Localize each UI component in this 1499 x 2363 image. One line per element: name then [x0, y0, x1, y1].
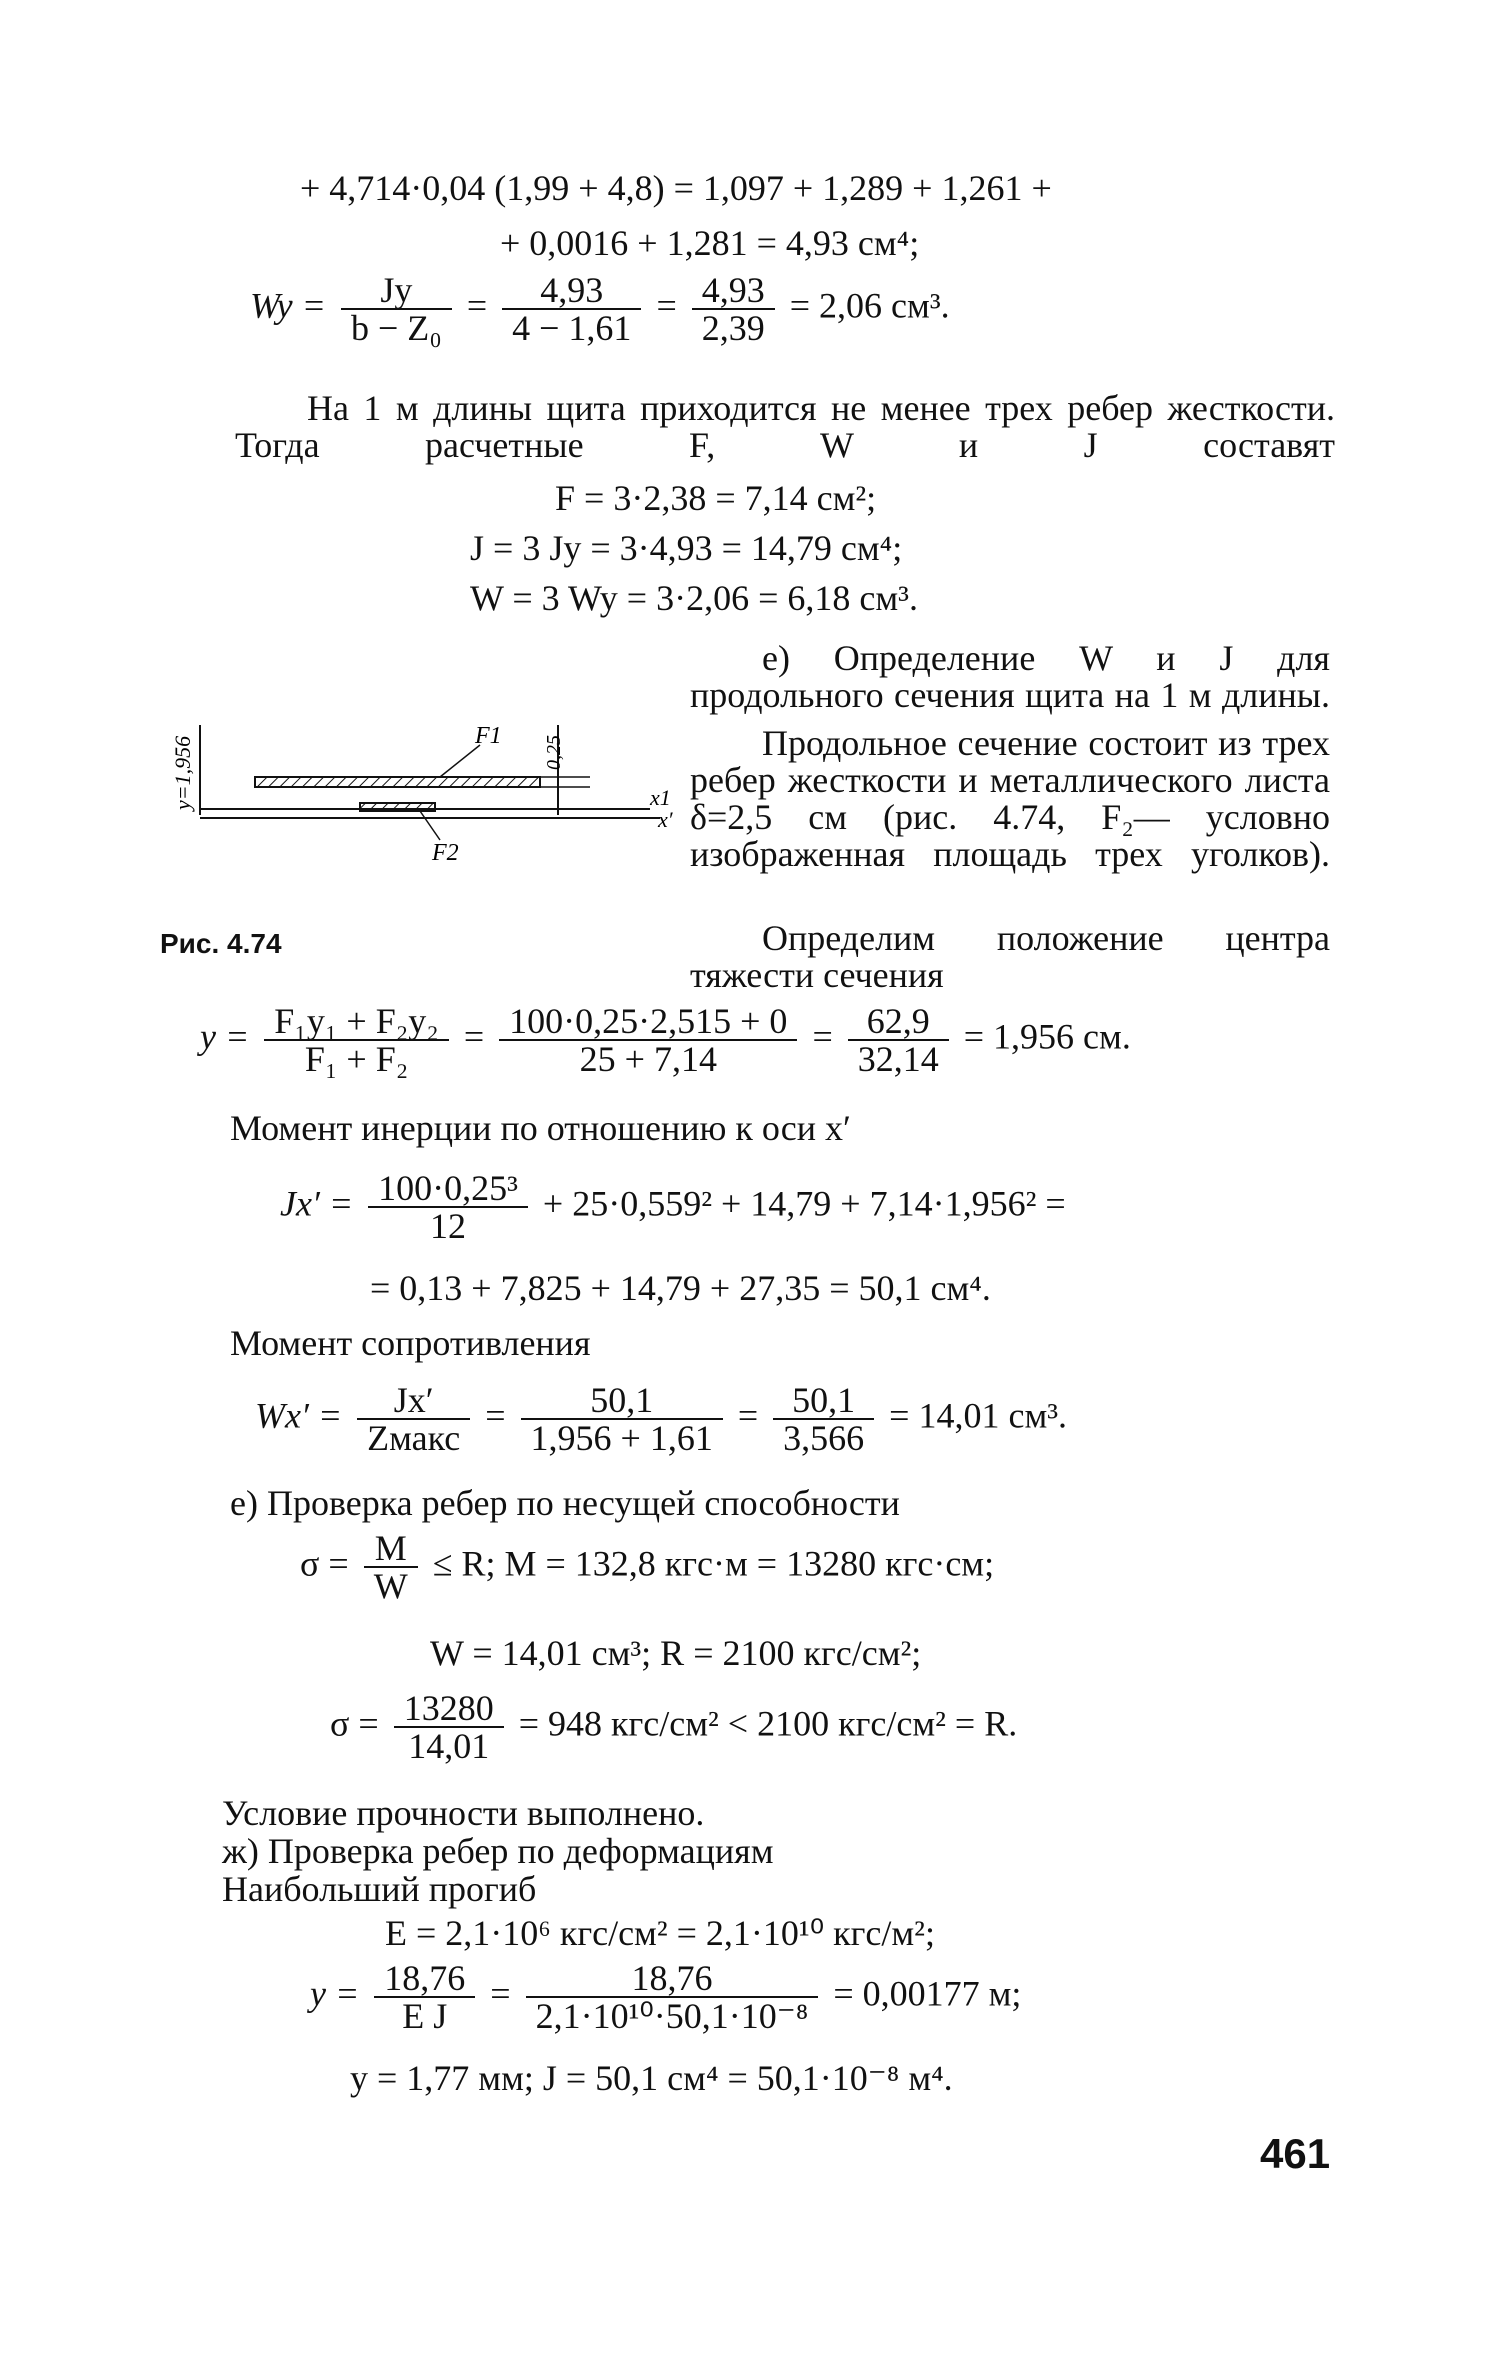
- equation-W: W = 3 Wy = 3·2,06 = 6,18 см³.: [470, 578, 918, 618]
- label-x1: x1: [650, 785, 671, 810]
- angles-F2: [360, 803, 435, 811]
- inertia-rest: + 25·0,559² + 14,79 + 7,14·1,956² =: [542, 1183, 1066, 1224]
- equation-line-1: + 4,714·0,04 (1,99 + 4,8) = 1,097 + 1,289 + 1,261 +: [300, 168, 1052, 208]
- stress-fraction: [394, 1690, 504, 1764]
- stress-lhs: σ =: [330, 1703, 379, 1744]
- centroid-lhs: y =: [200, 1016, 250, 1057]
- figure-caption: Рис. 4.74: [160, 928, 282, 959]
- elastic-modulus-line: E = 2,1·10⁶ кгс/см² = 2,1·10¹⁰ кгс/м²;: [385, 1913, 935, 1953]
- numerator: M: [374, 1528, 407, 1568]
- deflection-fraction-1: [374, 1960, 475, 2034]
- denominator: 2,1·10¹⁰·50,1·10⁻⁸: [526, 1996, 819, 2034]
- wy-fraction-3: [692, 272, 775, 346]
- denominator: 2,39: [692, 308, 775, 346]
- denominator: 12: [368, 1206, 528, 1244]
- denominator: 14,01: [394, 1726, 504, 1764]
- paragraph-centroid: Определим положение центра тяжести сечения: [690, 918, 1330, 995]
- strength-line-2: W = 14,01 см³; R = 2100 кгс/см²;: [430, 1633, 922, 1673]
- equation-F: F = 3·2,38 = 7,14 см²;: [555, 478, 877, 518]
- resistance-title: Момент сопротивления: [230, 1323, 591, 1363]
- wy-fraction-1: [341, 272, 452, 346]
- denominator: 32,14: [848, 1039, 949, 1077]
- inertia-line-2: = 0,13 + 7,825 + 14,79 + 27,35 = 50,1 см⁴.: [370, 1268, 991, 1308]
- resistance-fraction-3: [773, 1382, 874, 1456]
- deflection-lhs: y =: [310, 1973, 360, 2014]
- deflection-fraction-2: [526, 1960, 819, 2034]
- numerator: 13280: [403, 1688, 494, 1728]
- wy-result: = 2,06 см³.: [789, 285, 950, 326]
- paragraph-ribs: На 1 м длины щита приходится не менее трех ребер жесткости. Тогда расчетные F, W и J составят: [235, 388, 1335, 465]
- denominator: 3,566: [773, 1418, 874, 1456]
- centroid-fraction-3: [848, 1003, 949, 1077]
- numerator: 62,9: [866, 1001, 930, 1041]
- paragraph-longitudinal-section: Продольное сечение состоит из трех ребер жесткости и металлического листа δ=2,5 см (рис. 4.74, F₂— условно изображенная площадь трех уголков).: [690, 723, 1330, 874]
- label-F2: F2: [432, 840, 459, 865]
- strength-rest: ≤ R; M = 132,8 кгс·м = 13280 кгс·см;: [432, 1543, 995, 1584]
- strength-condition: Условие прочности выполнено.: [222, 1793, 705, 1833]
- denominator: F₁ + F₂: [264, 1039, 449, 1077]
- numerator: 18,76: [384, 1958, 466, 1998]
- wy-equation: Wy = $\frac{Jy}{\text{b − Z₀}}$ = $\frac{4,93}{4 - 1,61}$ = $\frac{4,93}{2,39}$ = 2,06 см³.: [250, 270, 950, 348]
- centroid-fraction-1: [264, 1003, 449, 1077]
- deflection-title: Наибольший прогиб: [222, 1869, 537, 1909]
- equation-line-2: + 0,0016 + 1,281 = 4,93 см⁴;: [500, 223, 920, 263]
- denominator: E J: [374, 1996, 475, 2034]
- denominator: W: [364, 1566, 418, 1604]
- numerator: 18,76: [631, 1958, 713, 1998]
- numerator: F₁y₁ + F₂y₂: [274, 1001, 439, 1041]
- numerator: Jx′: [393, 1380, 434, 1420]
- label-x-prime: x′: [658, 807, 673, 832]
- strength-fraction: [364, 1530, 418, 1604]
- deflection-result: = 0,00177 м;: [833, 1973, 1022, 2014]
- page-number: 461: [1260, 2130, 1331, 2177]
- sigma-lhs: σ =: [300, 1543, 349, 1584]
- resistance-fraction-2: [521, 1382, 723, 1456]
- section-e-strength: е) Проверка ребер по несущей способности: [230, 1483, 900, 1523]
- deflection-equation: y = $\frac{18,76}{\text{E J}}$ = $\frac{18,76}{\text{2,1·10¹⁰·50,1·10⁻⁸}}$ = 0,00177 м;: [310, 1958, 1022, 2036]
- y-dimension-label: y=1,956: [170, 735, 195, 810]
- denominator: Zмакс: [357, 1418, 470, 1456]
- resistance-fraction-1: [357, 1382, 470, 1456]
- inertia-equation: [280, 1170, 1066, 1244]
- numerator: 50,1: [792, 1380, 856, 1420]
- stress-equation: [330, 1690, 1017, 1764]
- denominator: b − Z₀: [341, 308, 452, 346]
- numerator: 100·0,25³: [378, 1168, 518, 1208]
- deflection-final-line: y = 1,77 мм; J = 50,1 см⁴ = 50,1·10⁻⁸ м⁴.: [350, 2058, 953, 2098]
- denominator: 1,956 + 1,61: [521, 1418, 723, 1456]
- equation-J: J = 3 Jy = 3·4,93 = 14,79 см⁴;: [470, 528, 903, 568]
- section-zh-deformation: ж) Проверка ребер по деформациям: [222, 1831, 774, 1871]
- numerator: 50,1: [590, 1380, 654, 1420]
- numerator: 100·0,25·2,515 + 0: [509, 1001, 788, 1041]
- sheet-F1: [255, 777, 540, 787]
- inertia-title: Момент инерции по отношению к оси x′: [230, 1108, 851, 1148]
- stress-rest: = 948 кгс/см² < 2100 кгс/см² = R.: [518, 1703, 1018, 1744]
- denominator: 25 + 7,14: [499, 1039, 797, 1077]
- numerator: Jy: [380, 270, 413, 310]
- resistance-equation: Wx′ = $\frac{Jx'}{\text{Zмакс}}$ = $\frac{50,1}{1,956 + 1,61}$ = $\frac{50,1}{3,566}$ = 14,01 см³.: [255, 1380, 1068, 1458]
- section-e-longitudinal: е) Определение W и J для продольного сечения щита на 1 м длины.: [690, 638, 1330, 715]
- centroid-fraction-2: [499, 1003, 797, 1077]
- numerator: 4,93: [540, 270, 604, 310]
- centroid-result: = 1,956 см.: [963, 1016, 1131, 1057]
- strength-equation: [300, 1530, 994, 1604]
- denominator: 4 − 1,61: [502, 308, 641, 346]
- thickness-label: 0,25: [543, 735, 565, 770]
- numerator: 4,93: [701, 270, 765, 310]
- inertia-fraction: [368, 1170, 528, 1244]
- wy-fraction-2: [502, 272, 641, 346]
- centroid-equation: y = $\frac{\text{F₁y₁ + F₂y₂}}{\text{F₁ + F₂}}$ = $\frac{100\cdot 0,25\cdot 2,515 + 0}{25 + 7,14}$ = $\frac{62,9}{32,14}$ = 1,956 см.: [200, 1001, 1131, 1079]
- resistance-lhs: Wx′ =: [255, 1395, 343, 1436]
- inertia-lhs: Jx′ =: [280, 1183, 354, 1224]
- figure-4-74: [170, 715, 680, 865]
- resistance-result: = 14,01 см³.: [889, 1395, 1068, 1436]
- label-F1: F1: [475, 723, 502, 749]
- wy-lhs: Wy =: [250, 285, 326, 326]
